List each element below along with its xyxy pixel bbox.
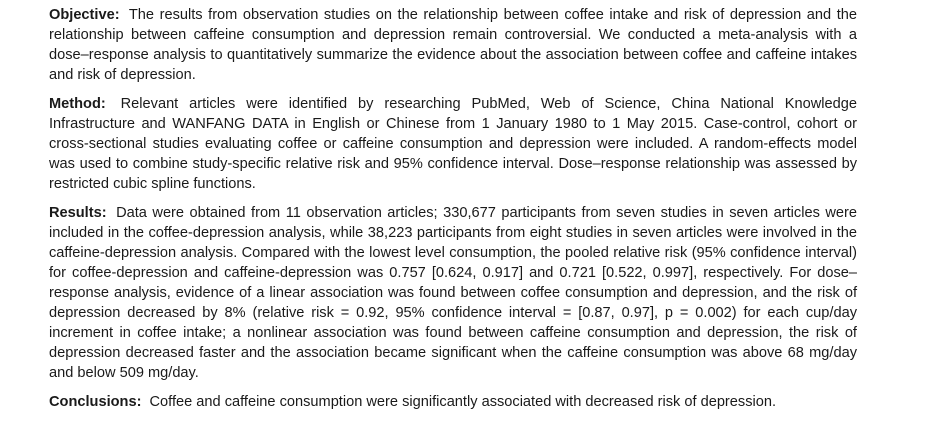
method-label: Method: bbox=[49, 96, 106, 112]
abstract bbox=[49, 5, 857, 421]
conclusions-section bbox=[49, 392, 857, 412]
conclusions-label: Conclusions: bbox=[49, 394, 142, 410]
objective-label: Objective: bbox=[49, 7, 120, 23]
results-text: Data were obtained from 11 observation articles; 330,677 participants from seven studies in seven articles were included in the coffee-depression analysis, while 38,223 participants from eight studies in seven articles were involved in the caffeine-depression analysis. Compared with the lowest level consumption, the pooled relative risk (95% confidence interval) for coffee-depression and caffeine-depression was 0.757 [0.624, 0.917] and 0.721 [0.522, 0.997], respectively. For dose–response analysis, evidence of a linear association was found between coffee consumption and depression, and the risk of depression decreased by 8% (relative risk = 0.92, 95% confidence interval = [0.87, 0.97], p = 0.002) for each cup/day increment in coffee intake; a nonlinear association was found between caffeine consumption and depression, the risk of depression decreased faster and the association became significant when the caffeine consumption was above 68 mg/day and below 509 mg/day. bbox=[49, 205, 857, 381]
conclusions-text: Coffee and caffeine consumption were significantly associated with decreased risk of depression. bbox=[149, 394, 777, 410]
results-label: Results: bbox=[49, 205, 107, 221]
results-section bbox=[49, 203, 857, 383]
method-text: Relevant articles were identified by researching PubMed, Web of Science, China National Knowledge Infrastructure and WANFANG DATA in English or Chinese from 1 January 1980 to 1 May 2015. Case-control, cohort or cross-sectional studies evaluating coffee or caffeine consumption and depression were included. A random-effects model was used to combine study-specific relative risk and 95% confidence interval. Dose–response relationship was assessed by restricted cubic spline functions. bbox=[49, 96, 857, 192]
method-section bbox=[49, 94, 857, 194]
objective-section bbox=[49, 5, 857, 85]
objective-text: The results from observation studies on the relationship between coffee intake and risk of depression and the relationship between caffeine consumption and depression remain controversial. We conducted a meta-analysis with a dose–response analysis to quantitatively summarize the evidence about the association between coffee and caffeine intakes and risk of depression. bbox=[49, 7, 857, 83]
